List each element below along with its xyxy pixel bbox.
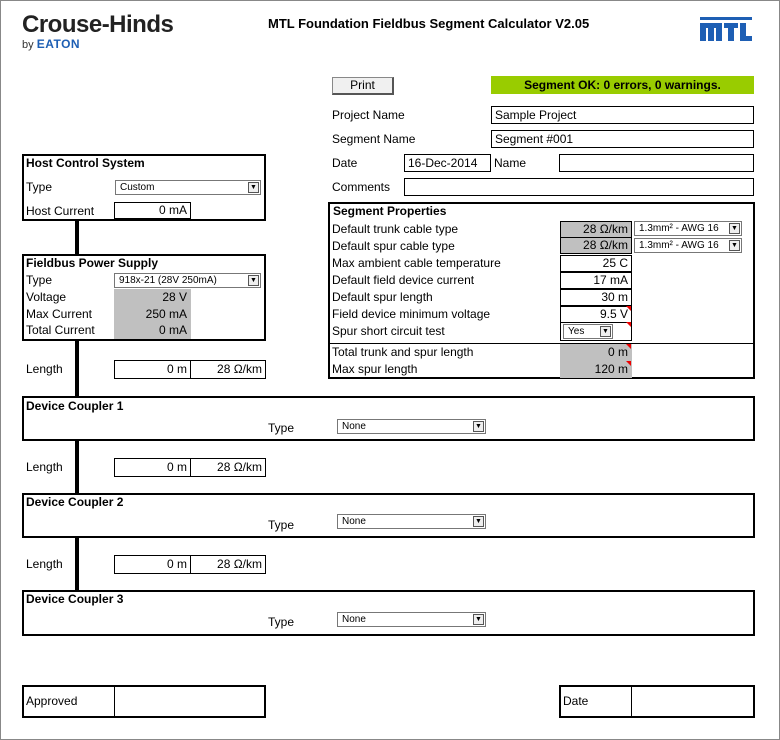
psu-voltage-value: 28 V xyxy=(114,289,191,306)
host-title: Host Control System xyxy=(26,156,145,170)
host-current-label: Host Current xyxy=(26,204,95,218)
comment-indicator-icon xyxy=(626,361,631,366)
coupler-1-type-value: None xyxy=(342,421,366,432)
comment-indicator-icon xyxy=(626,306,631,311)
short-test-label: Spur short circuit test xyxy=(332,324,445,338)
comment-indicator-icon xyxy=(626,344,631,349)
coupler-3-title: Device Coupler 3 xyxy=(26,592,124,606)
trunk-2-length-label: Length xyxy=(26,460,63,474)
host-type-label: Type xyxy=(26,180,53,194)
chevron-down-icon[interactable]: ▼ xyxy=(729,240,740,251)
trunk-3-length-field[interactable]: 0 m xyxy=(114,555,191,574)
psu-type-select[interactable] xyxy=(114,273,261,288)
chevron-down-icon[interactable]: ▼ xyxy=(473,516,484,527)
date-label: Date xyxy=(332,156,358,170)
coupler-1-type-label: Type xyxy=(268,421,295,435)
print-button[interactable]: Print xyxy=(332,77,394,95)
coupler-2-type-select[interactable] xyxy=(337,514,486,529)
trunk-cable-select-value: 1.3mm² - AWG 16 xyxy=(639,223,719,234)
device-current-label: Default field device current xyxy=(332,273,475,287)
trunk-cable-select[interactable] xyxy=(634,221,742,236)
min-voltage-label: Field device minimum voltage xyxy=(332,307,491,321)
trunk-cable-label: Default trunk cable type xyxy=(332,222,459,236)
page-title: MTL Foundation Fieldbus Segment Calculator V2.05 xyxy=(268,16,590,31)
chevron-down-icon[interactable]: ▼ xyxy=(473,421,484,432)
trunk-connector-line xyxy=(75,537,79,591)
trunk-connector-line xyxy=(75,440,79,494)
psu-type-label: Type xyxy=(26,273,53,287)
trunk-1-length-field[interactable]: 0 m xyxy=(114,360,191,379)
max-spur-label: Max spur length xyxy=(332,362,418,376)
segment-title: Segment Properties xyxy=(333,204,447,218)
psu-total-current-label: Total Current xyxy=(26,323,95,337)
max-temp-label: Max ambient cable temperature xyxy=(332,256,501,270)
trunk-3-length-label: Length xyxy=(26,557,63,571)
footer-date-field[interactable] xyxy=(633,688,752,715)
approved-label: Approved xyxy=(26,694,78,708)
approved-divider xyxy=(114,686,115,717)
date-divider xyxy=(631,686,632,717)
coupler-2-title: Device Coupler 2 xyxy=(26,495,124,509)
segment-status-banner: Segment OK: 0 errors, 0 warnings. xyxy=(491,76,754,94)
segment-name-label: Segment Name xyxy=(332,132,416,146)
segment-properties-divider xyxy=(330,343,753,344)
psu-type-value: 918x-21 (28V 250mA) xyxy=(119,275,217,286)
max-temp-field[interactable]: 25 C xyxy=(560,255,632,272)
total-length-value: 0 m xyxy=(560,344,632,361)
chevron-down-icon[interactable]: ▼ xyxy=(248,182,259,193)
footer-date-label: Date xyxy=(563,694,589,708)
approved-field[interactable] xyxy=(116,688,263,715)
coupler-1-title: Device Coupler 1 xyxy=(26,399,124,413)
host-type-value: Custom xyxy=(120,182,155,193)
coupler-1-type-select[interactable] xyxy=(337,419,486,434)
trunk-1-length-label: Length xyxy=(26,362,63,376)
short-test-value: Yes xyxy=(568,326,585,337)
short-test-select[interactable] xyxy=(563,324,613,339)
psu-voltage-label: Voltage xyxy=(26,290,67,304)
chevron-down-icon[interactable]: ▼ xyxy=(248,275,259,286)
name-field[interactable] xyxy=(559,154,754,172)
spur-cable-value: 28 Ω/km xyxy=(560,237,632,254)
chevron-down-icon[interactable]: ▼ xyxy=(729,223,740,234)
spur-length-label: Default spur length xyxy=(332,290,433,304)
psu-total-current-value: 0 mA xyxy=(114,322,191,339)
coupler-2-type-value: None xyxy=(342,516,366,527)
host-current-value: 0 mA xyxy=(114,202,191,219)
trunk-cable-value: 28 Ω/km xyxy=(560,221,632,238)
psu-max-current-value: 250 mA xyxy=(114,306,191,323)
trunk-connector-line xyxy=(75,220,79,255)
psu-title: Fieldbus Power Supply xyxy=(26,256,159,270)
brand-name: Crouse-Hinds xyxy=(22,11,174,38)
crouse-hinds-logo xyxy=(22,12,173,51)
trunk-2-resistance: 28 Ω/km xyxy=(190,458,266,477)
device-current-field[interactable]: 17 mA xyxy=(560,272,632,289)
coupler-2-type-label: Type xyxy=(268,518,295,532)
comments-label: Comments xyxy=(332,180,391,194)
chevron-down-icon[interactable]: ▼ xyxy=(473,614,484,625)
coupler-3-type-select[interactable] xyxy=(337,612,486,627)
trunk-3-resistance: 28 Ω/km xyxy=(190,555,266,574)
project-name-label: Project Name xyxy=(332,108,405,122)
psu-max-current-label: Max Current xyxy=(26,307,93,321)
spur-cable-label: Default spur cable type xyxy=(332,239,455,253)
brand-by: by xyxy=(22,39,34,51)
min-voltage-field[interactable]: 9.5 V xyxy=(560,306,632,323)
project-name-field[interactable]: Sample Project xyxy=(491,106,754,124)
spur-cable-select-value: 1.3mm² - AWG 16 xyxy=(639,240,719,251)
chevron-down-icon[interactable]: ▼ xyxy=(600,326,611,337)
date-field[interactable]: 16-Dec-2014 xyxy=(404,154,491,172)
comment-indicator-icon xyxy=(626,322,631,327)
trunk-2-length-field[interactable]: 0 m xyxy=(114,458,191,477)
total-length-label: Total trunk and spur length xyxy=(332,345,474,359)
spur-length-field[interactable]: 30 m xyxy=(560,289,632,306)
spur-cable-select[interactable] xyxy=(634,238,742,253)
mtl-logo xyxy=(700,17,752,41)
comments-field[interactable] xyxy=(404,178,754,196)
name-label: Name xyxy=(494,156,527,170)
max-spur-value: 120 m xyxy=(560,361,632,378)
coupler-3-type-label: Type xyxy=(268,615,295,629)
trunk-1-resistance: 28 Ω/km xyxy=(190,360,266,379)
host-type-select[interactable] xyxy=(115,180,261,195)
coupler-3-type-value: None xyxy=(342,614,366,625)
segment-name-field[interactable]: Segment #001 xyxy=(491,130,754,148)
trunk-connector-line xyxy=(75,340,79,397)
eaton-logo: EATON xyxy=(36,37,81,51)
